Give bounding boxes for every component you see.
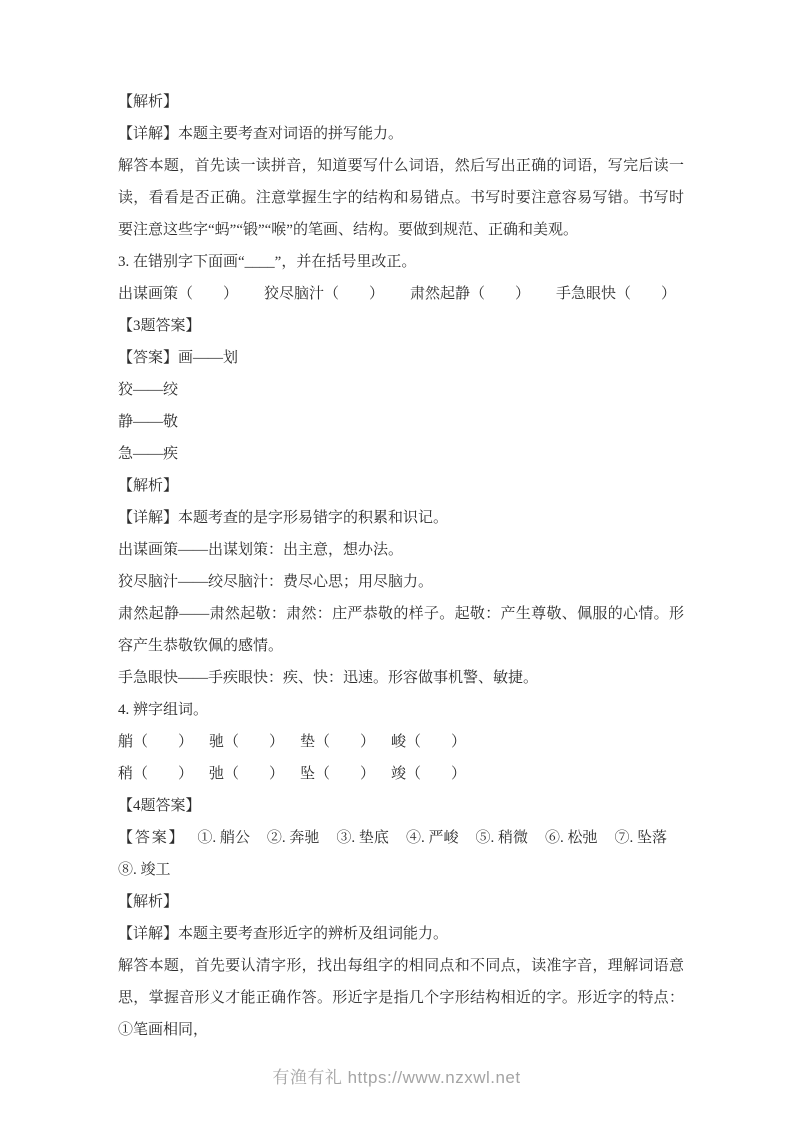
q3-answer-line-4: 急——疾 bbox=[118, 446, 179, 462]
q4-answer-header: 【4题答案】 bbox=[118, 798, 201, 814]
q3-item-1: 出谋画策（ ） bbox=[118, 286, 239, 302]
document-page bbox=[118, 86, 684, 1046]
q3-answer-header: 【3题答案】 bbox=[118, 318, 201, 334]
q4-cell-jun1: 峻（ ） bbox=[391, 734, 467, 750]
q4-answer-3: ③. 垫底 bbox=[336, 830, 389, 846]
q4-answer-7: ⑦. 坠落 bbox=[614, 830, 667, 846]
q3-answer-line-1: 【答案】画——划 bbox=[118, 350, 239, 366]
q4-answer-5: ⑤. 稍微 bbox=[475, 830, 528, 846]
q4-answer-2: ②. 奔驰 bbox=[266, 830, 320, 846]
watermark-footer bbox=[0, 1063, 793, 1088]
question-3-title: 3. 在错别字下面画“____”，并在括号里改正。 bbox=[118, 254, 417, 270]
q4-detail-text: 【详解】本题主要考查形近字的辨析及组词能力。 bbox=[118, 926, 449, 942]
q4-answer-4: ④. 严峻 bbox=[405, 830, 459, 846]
question-4-row-2 bbox=[118, 758, 684, 790]
q4-cell-jun2: 竣（ ） bbox=[391, 766, 467, 782]
q4-cell-shao2: 稍（ ） bbox=[118, 766, 194, 782]
q2-detail-text: 【详解】本题主要考查对词语的拼写能力。 bbox=[118, 126, 404, 142]
q4-cell-zhui: 坠（ ） bbox=[300, 766, 376, 782]
q4-analysis-label: 【解析】 bbox=[118, 894, 179, 910]
q3-item-3: 肃然起静（ ） bbox=[410, 286, 531, 302]
q3-detail-text: 【详解】本题考查的是字形易错字的积累和识记。 bbox=[118, 510, 449, 526]
q3-answer-line-3: 静——敬 bbox=[118, 414, 179, 430]
q4-cell-dian: 垫（ ） bbox=[300, 734, 376, 750]
q3-analysis-label: 【解析】 bbox=[118, 478, 179, 494]
q3-explanation-2: 狡尽脑汁——绞尽脑汁：费尽心思；用尽脑力。 bbox=[118, 574, 434, 590]
q4-answer-label: 【答案】 bbox=[118, 830, 186, 846]
q3-item-2: 狡尽脑汁（ ） bbox=[264, 286, 385, 302]
q4-answer-6: ⑥. 松弛 bbox=[544, 830, 598, 846]
q4-answer-8: ⑧. 竣工 bbox=[118, 862, 171, 878]
q3-explanation-1: 出谋画策——出谋划策：出主意，想办法。 bbox=[118, 542, 404, 558]
q3-explanation-4: 手急眼快——手疾眼快：疾、快：迅速。形容做事机警、敏捷。 bbox=[118, 670, 539, 686]
q4-method-text: 解答本题，首先要认清字形，找出每组字的相同点和不同点，读准字音，理解词语意思，掌握音形义才能正确作答。形近字是指几个字形结构相近的字。形近字的特点：①笔画相同， bbox=[118, 958, 684, 1038]
q4-answer-line bbox=[118, 822, 684, 886]
q3-explanation-3: 肃然起静——肃然起敬：肃然：庄严恭敬的样子。起敬：产生尊敬、佩服的心情。形容产生恭敬钦佩的感情。 bbox=[118, 606, 684, 654]
q4-cell-shao1: 艄（ ） bbox=[118, 734, 194, 750]
q4-answer-1: ①. 艄公 bbox=[197, 830, 250, 846]
q4-cell-chi2: 弛（ ） bbox=[209, 766, 285, 782]
q2-analysis-label: 【解析】 bbox=[118, 94, 179, 110]
q3-answer-line-2: 狡——绞 bbox=[118, 382, 179, 398]
question-3-items bbox=[118, 278, 684, 310]
q2-method-text: 解答本题，首先读一读拼音，知道要写什么词语，然后写出正确的词语，写完后读一读，看看是否正确。注意掌握生字的结构和易错点。书写时要注意容易写错。书写时要注意这些字“蚂”“锻”“喉”的笔画、结构。要做到规范、正确和美观。 bbox=[118, 158, 684, 238]
question-4-row-1 bbox=[118, 726, 684, 758]
watermark-text: 有渔有礼 https://www.nzxwl.net bbox=[272, 1068, 521, 1087]
question-4-title: 4. 辨字组词。 bbox=[118, 702, 209, 718]
q4-cell-chi1: 驰（ ） bbox=[209, 734, 285, 750]
q3-item-4: 手急眼快（ ） bbox=[556, 286, 677, 302]
